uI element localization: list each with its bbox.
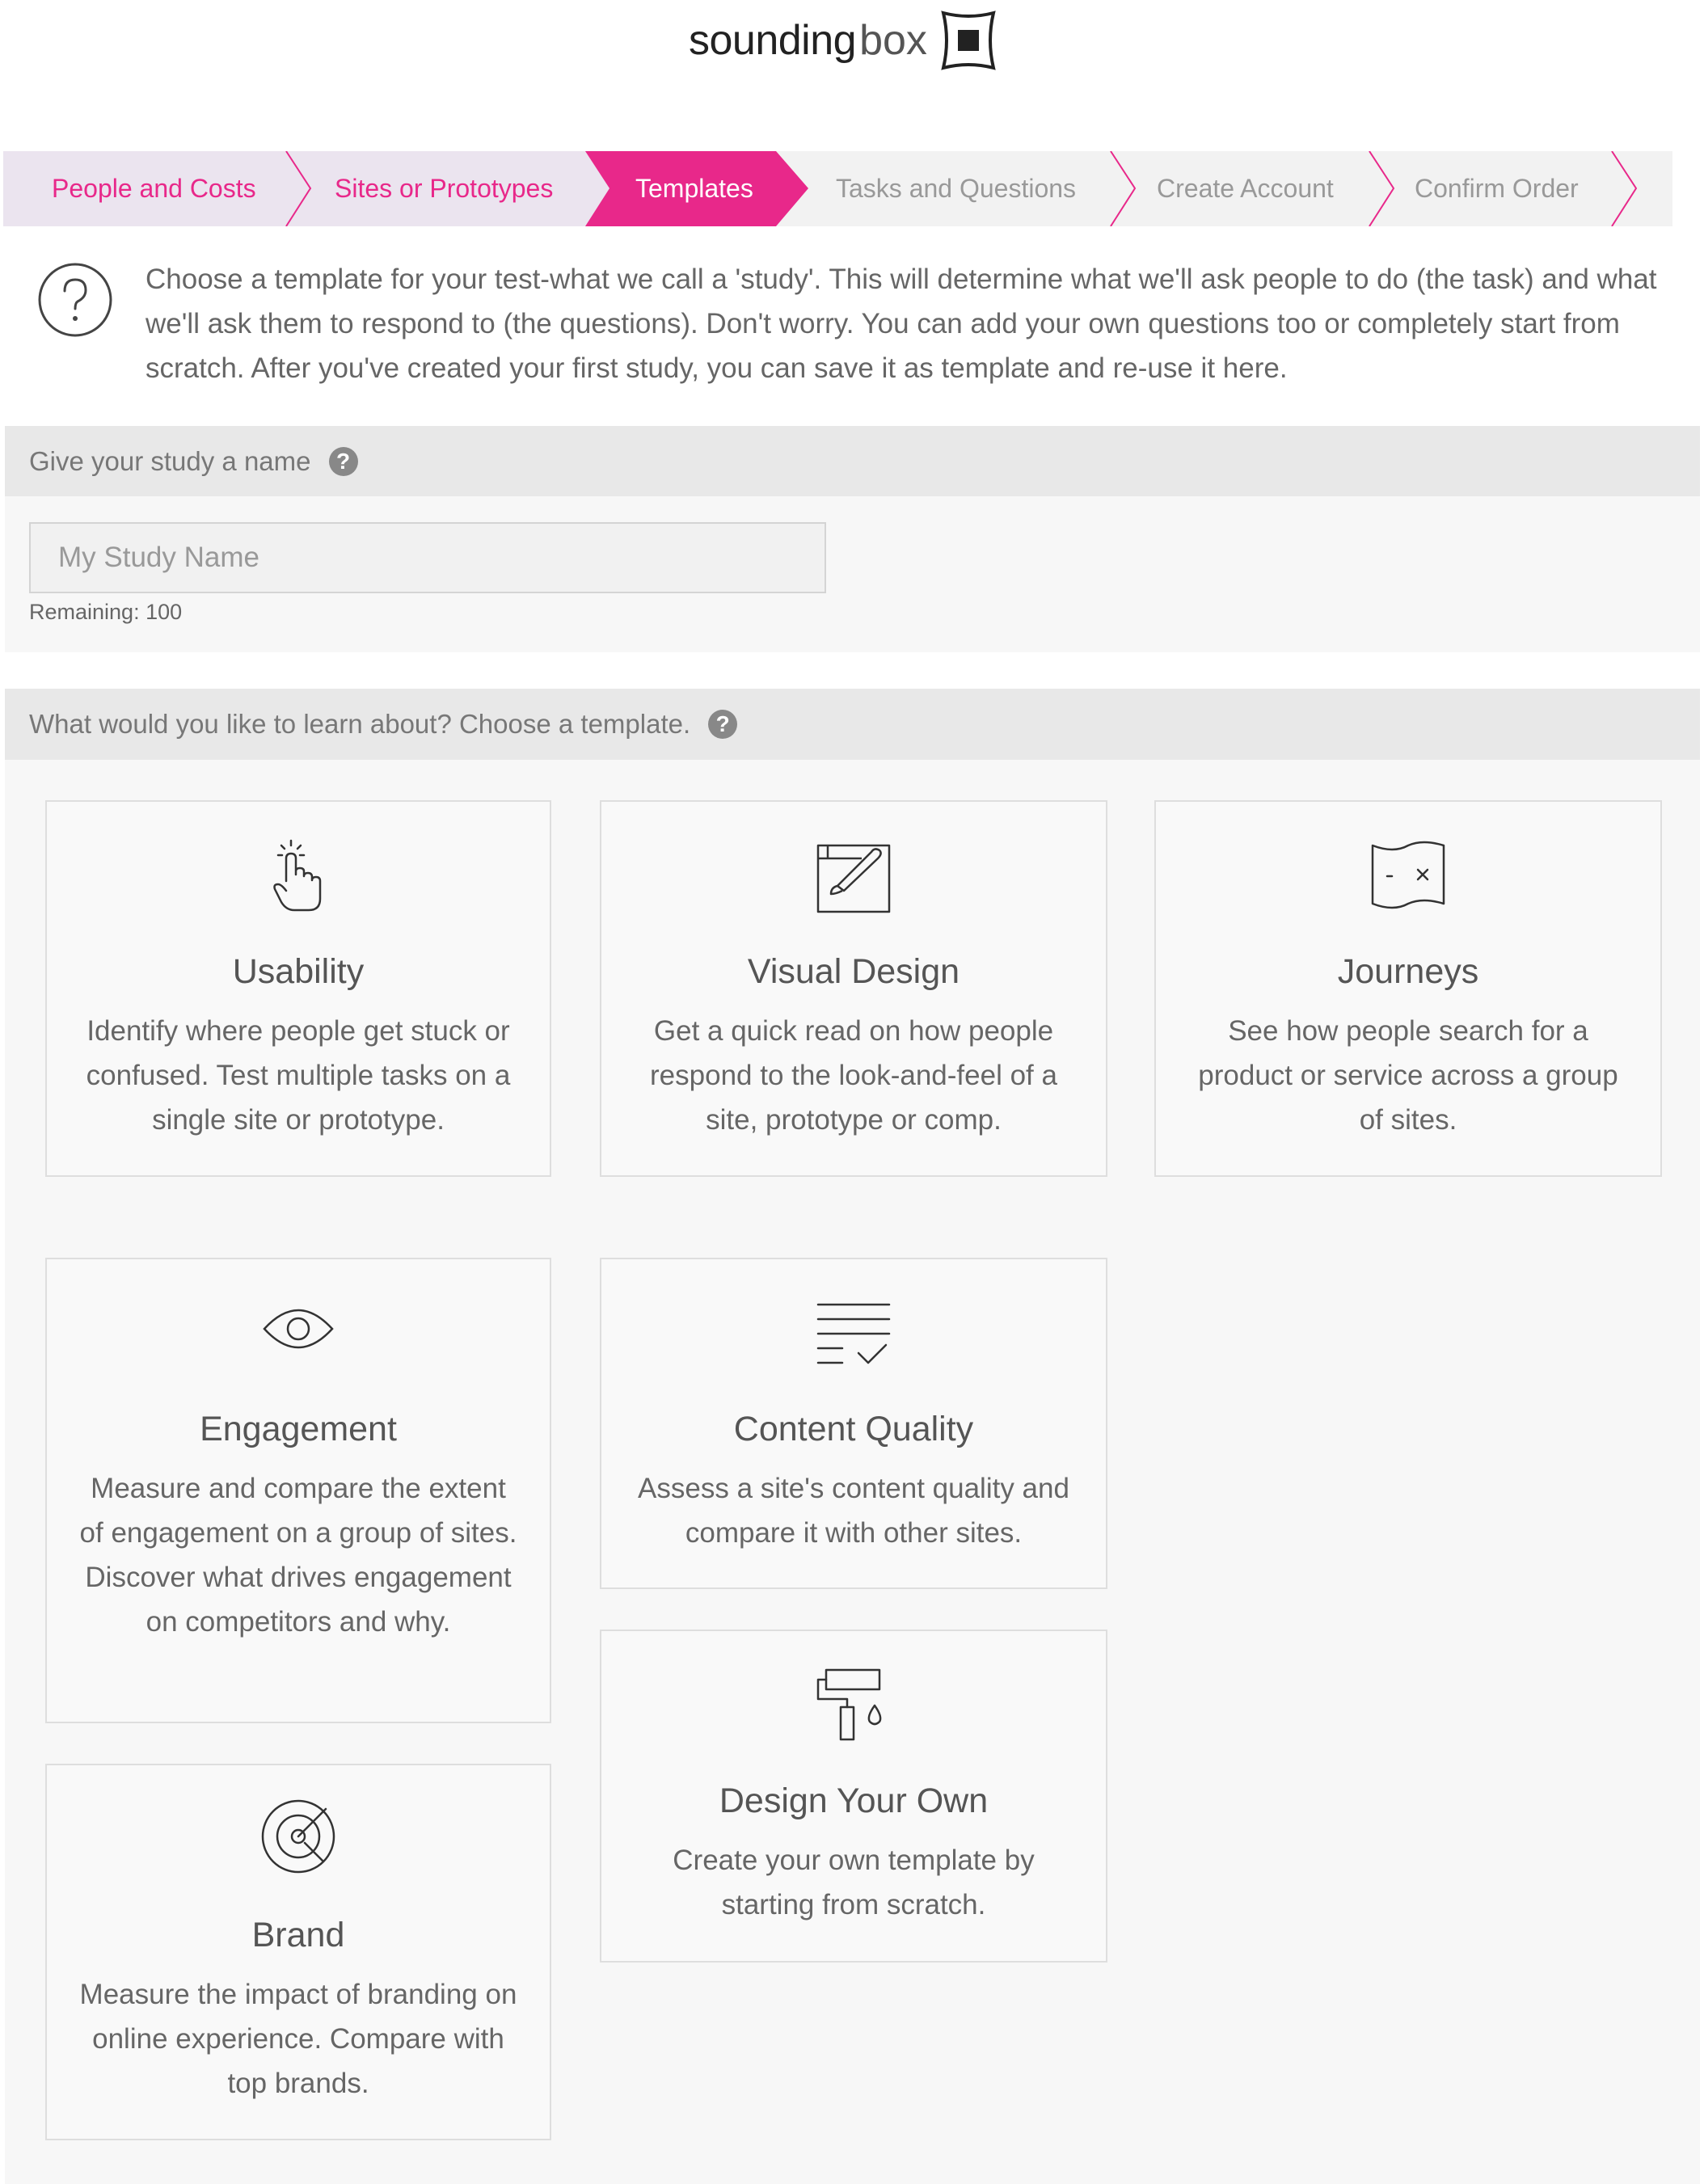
template-card-design-your-own[interactable] [600, 1630, 1107, 1963]
logo-box-icon [938, 8, 998, 73]
template-desc: Assess a site's content quality and compare it with other sites. [638, 1473, 1069, 1549]
intro-text: Choose a template for your test-what we call a 'study'. This will determine what we'll ask people to do (the task) and what we'll ask them to respond to (the questions). Don't worry. You can add your own questions too or completely start from scratch. After you've created your first study, you can save it as template and re-use it here. [146, 264, 1657, 384]
step-people-and-costs[interactable] [52, 151, 256, 226]
logo[interactable] [689, 8, 998, 73]
template-title: Journeys [1337, 952, 1479, 991]
template-title: Engagement [200, 1410, 397, 1448]
template-desc: Measure and compare the extent of engagement on a group of sites. Discover what drives engagement on competitors and why. [79, 1473, 517, 1638]
template-desc: Create your own template by starting from scratch. [673, 1845, 1035, 1920]
template-card-content-quality[interactable] [600, 1258, 1107, 1589]
question-circle-icon [37, 262, 113, 338]
template-desc: Get a quick read on how people respond to the look-and-feel of a site, prototype or comp. [650, 1015, 1057, 1136]
logo-word-sounding: sounding [689, 17, 857, 64]
step-create-account[interactable] [1157, 151, 1334, 226]
design-canvas-icon [815, 837, 892, 915]
step-label: Tasks and Questions [836, 174, 1077, 203]
pointer-hand-icon [270, 834, 327, 915]
template-title: Usability [232, 952, 365, 991]
step-tasks-and-questions[interactable] [836, 151, 1076, 226]
help-icon[interactable]: ? [329, 447, 358, 476]
template-title: Visual Design [747, 952, 960, 991]
step-confirm-order[interactable] [1415, 151, 1579, 226]
template-title: Design Your Own [719, 1781, 989, 1820]
template-title: Content Quality [733, 1410, 974, 1448]
template-header [5, 689, 1700, 760]
template-title: Brand [251, 1916, 345, 1954]
remaining-counter: Remaining: 100 [29, 600, 183, 624]
target-icon [259, 1798, 337, 1875]
template-card-brand[interactable] [45, 1764, 551, 2140]
step-sites-or-prototypes[interactable] [335, 151, 553, 226]
step-label: Create Account [1157, 174, 1334, 203]
step-label: Templates [635, 174, 753, 203]
step-templates[interactable] [635, 151, 753, 226]
study-name-input[interactable] [29, 522, 826, 593]
help-icon[interactable]: ? [708, 710, 737, 739]
step-label: Sites or Prototypes [335, 174, 554, 203]
eye-icon [262, 1303, 335, 1355]
map-icon [1369, 839, 1447, 910]
step-label: Confirm Order [1415, 174, 1579, 203]
template-grid [5, 760, 1700, 2184]
study-name-header [5, 426, 1700, 497]
progress-steps [3, 151, 1672, 226]
template-card-usability[interactable] [45, 800, 551, 1177]
step-label: People and Costs [52, 174, 256, 203]
template-desc: See how people search for a product or service across a group of sites. [1198, 1015, 1618, 1136]
study-name-title: Give your study a name [29, 446, 311, 476]
template-card-journeys[interactable] [1154, 800, 1662, 1177]
template-title: What would you like to learn about? Choose a template. [29, 709, 691, 739]
template-card-visual-design[interactable] [600, 800, 1107, 1177]
intro-panel [0, 242, 1704, 420]
checklist-icon [815, 1300, 892, 1368]
paint-roller-icon [815, 1667, 892, 1744]
study-name-panel [5, 496, 1700, 652]
logo-word-box: box [859, 17, 927, 64]
template-desc: Identify where people get stuck or confused. Test multiple tasks on a single site or prototype. [86, 1015, 511, 1136]
template-desc: Measure the impact of branding on online experience. Compare with top brands. [79, 1979, 517, 2099]
template-card-engagement[interactable] [45, 1258, 551, 1723]
